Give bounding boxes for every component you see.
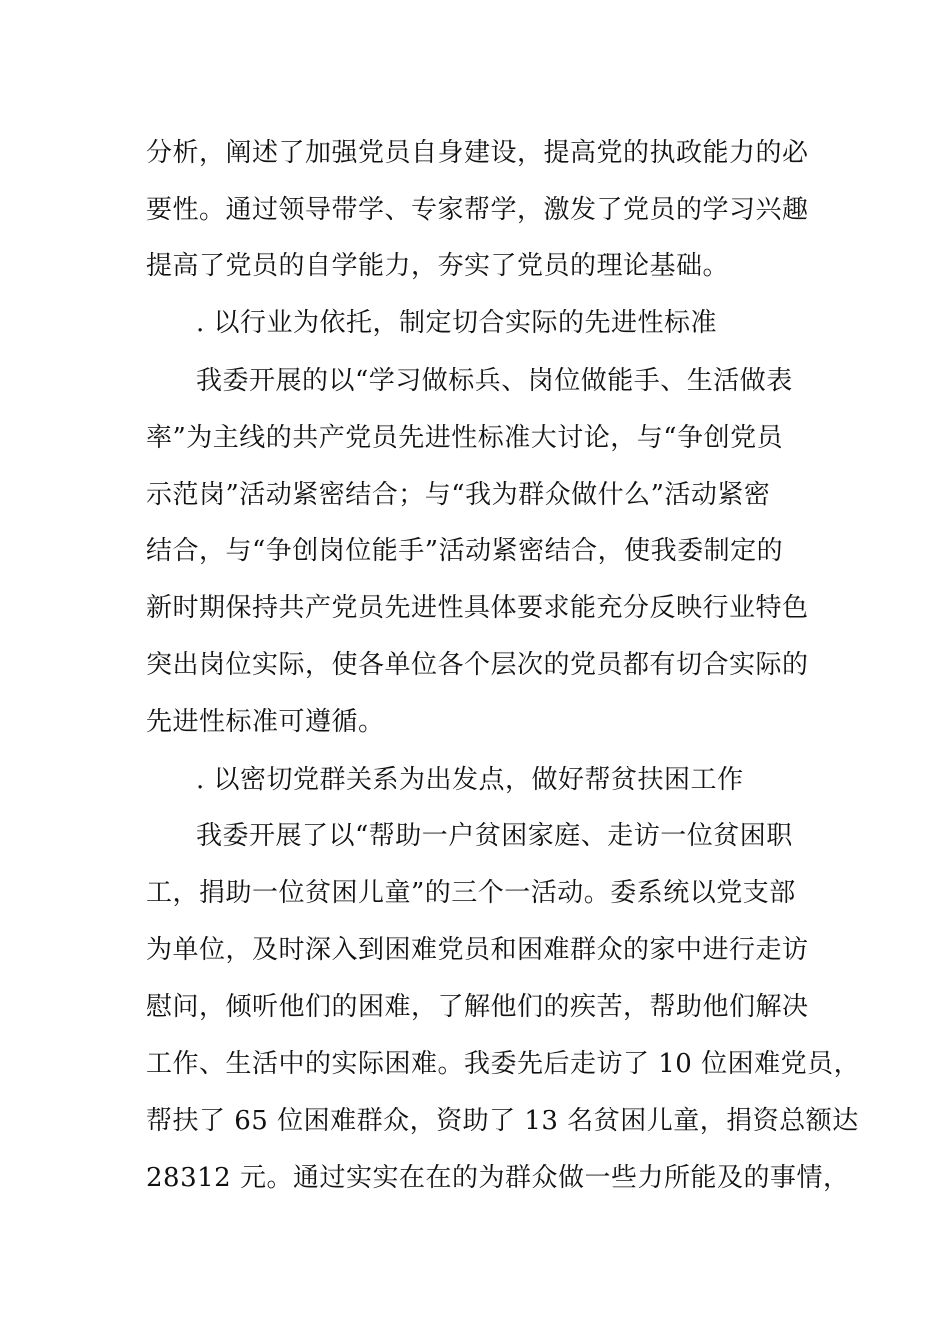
section-heading: . 以密切党群关系为出发点，做好帮贫扶困工作 [196,765,744,795]
text-line: 我委开展的以“学习做标兵、岗位做能手、生活做表 [196,366,793,396]
text-line: 结合，与“争创岗位能手”活动紧密结合，使我委制定的 [146,536,784,566]
text-line: 慰问，倾听他们的困难，了解他们的疾苦，帮助他们解决 [146,992,809,1022]
text-line: 要性。通过领导带学、专家帮学，激发了党员的学习兴趣 [146,195,809,225]
text-line: 帮扶了 65 位困难群众，资助了 13 名贫困儿童，捐资总额达 [146,1106,859,1136]
text-line: 28312 元。通过实实在在的为群众做一些力所能及的事情， [146,1163,850,1193]
text-line: 提高了党员的自学能力，夯实了党员的理论基础。 [146,251,730,281]
text-line: 分析，阐述了加强党员自身建设，提高党的执政能力的必 [146,138,809,168]
text-line: 工，捐助一位贫困儿童”的三个一活动。委系统以党支部 [146,878,796,908]
text-line: 工作、生活中的实际困难。我委先后走访了 10 位困难党员， [146,1049,861,1079]
text-line: 示范岗”活动紧密结合；与“我为群众做什么”活动紧密 [146,480,771,510]
section-heading: . 以行业为依托，制定切合实际的先进性标准 [196,308,718,338]
text-line: 突出岗位实际，使各单位各个层次的党员都有切合实际的 [146,650,809,680]
text-line: 新时期保持共产党员先进性具体要求能充分反映行业特色 [146,593,809,623]
text-line: 先进性标准可遵循。 [146,707,385,737]
text-line: 我委开展了以“帮助一户贫困家庭、走访一位贫困职 [196,821,793,851]
text-line: 率”为主线的共产党员先进性标准大讨论，与“争创党员 [146,423,784,453]
text-line: 为单位，及时深入到困难党员和困难群众的家中进行走访 [146,935,809,965]
